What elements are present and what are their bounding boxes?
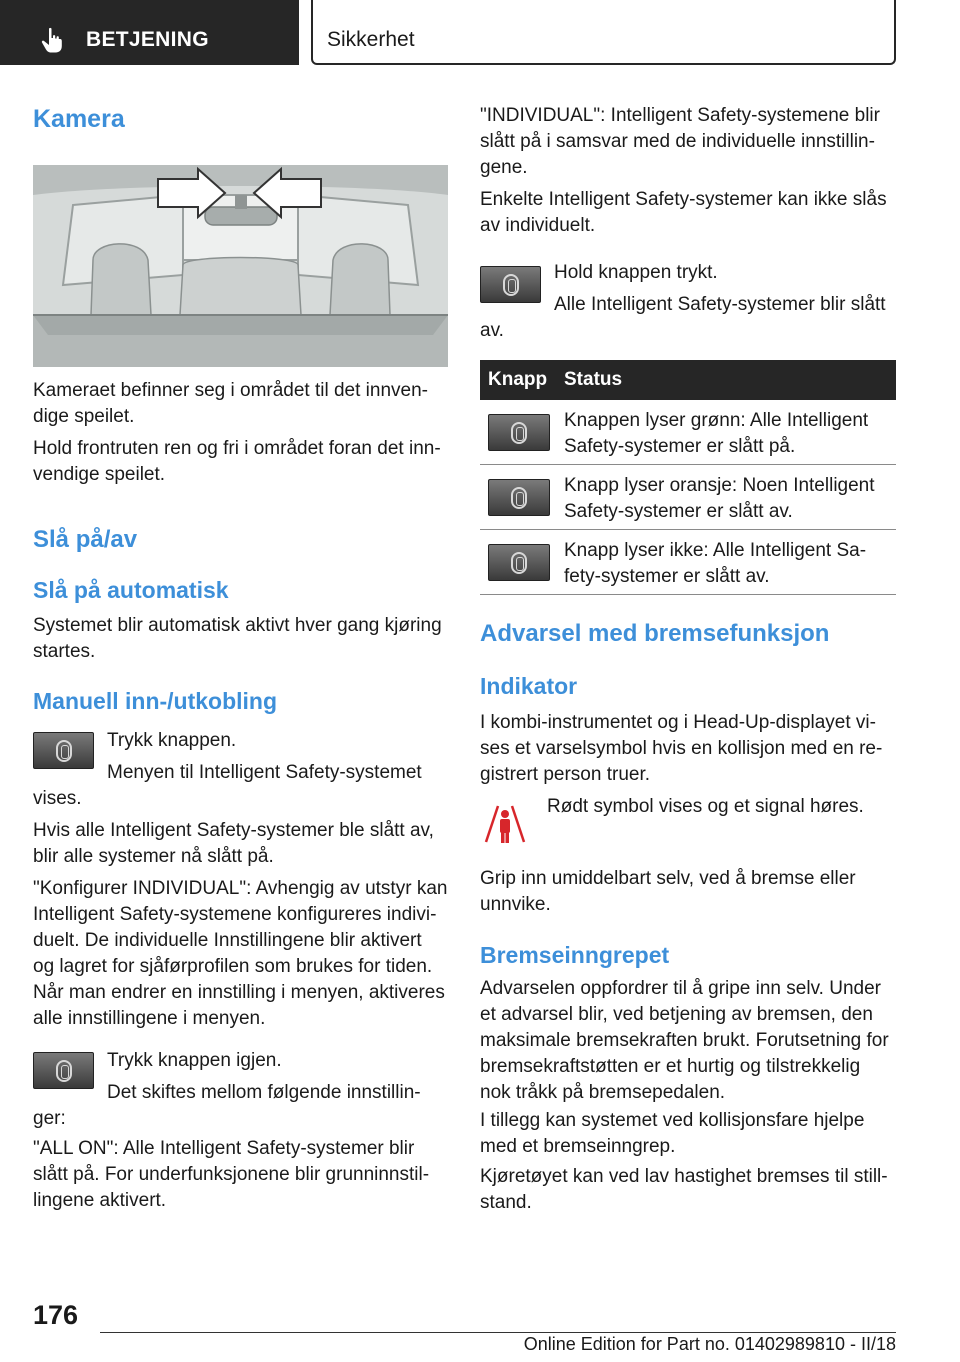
table-row bbox=[480, 530, 896, 595]
auto-paragraph: Systemet blir automatisk aktivt hver gang kjøring startes. bbox=[33, 615, 442, 662]
pedestrian-warning-icon bbox=[480, 802, 530, 846]
hold-instruction: Hold knappen trykt. bbox=[554, 262, 718, 283]
warning-heading: Advarsel med bremsefunksjon bbox=[480, 620, 830, 647]
hold-result-text: Alle Intelligent Safety-systemer blir slått av. bbox=[480, 294, 886, 341]
header-section-tab bbox=[0, 0, 299, 65]
configure-paragraph: "Konfigurer INDIVIDUAL": Avhengig av utstyr kan Intelligent Safety-systemene konfigureres indivi-duelt. De individuelle Innstillingene blir aktivert og lagret for sjåførprofilen som brukes for tiden. Når man endrer en innstilling i menyen, aktiveres alle innstillingene i menyen. bbox=[33, 878, 448, 1029]
brake-paragraph-1: Advarselen oppfordrer til å gripe inn selv. Under et advarsel blir, ved betjening av bremsen, den maksimale bremsekraften brukt. Forutsetning for bremsekraftstøtten er et hurtig og tilstrekkelig nok tråkk på bremsepedalen. bbox=[480, 978, 889, 1103]
intelligent-safety-icon bbox=[56, 1060, 72, 1082]
onoff-heading: Slå på/av bbox=[33, 526, 138, 553]
step2-result bbox=[33, 1080, 448, 1132]
auto-heading: Slå på automatisk bbox=[33, 577, 229, 603]
step1-instruction: Trykk knappen. bbox=[107, 730, 237, 751]
table-header bbox=[480, 360, 896, 400]
step1-result-text: Menyen til Intelligent Safety-systemet vises. bbox=[33, 762, 422, 809]
brake-paragraph-3: Kjøretøyet kan ved lav hastighet bremses til still-stand. bbox=[480, 1166, 888, 1213]
intelligent-safety-icon bbox=[56, 740, 72, 762]
individual-paragraph: "INDIVIDUAL": Intelligent Safety-systemene blir slått på i samsvar med de individuelle innstillin-gene. bbox=[480, 105, 880, 178]
status-text: Knappen lyser grønn: Alle Intelligent Safety-systemer er slått på. bbox=[564, 410, 869, 457]
intelligent-safety-icon bbox=[511, 487, 527, 509]
step2-instruction: Trykk knappen igjen. bbox=[107, 1050, 282, 1071]
step2-result-text: Det skiftes mellom følgende innstillin-ger: bbox=[33, 1082, 421, 1129]
red-symbol-text: Rødt symbol vises og et signal høres. bbox=[547, 796, 864, 817]
footer-divider bbox=[100, 1332, 896, 1333]
camera-heading: Kamera bbox=[33, 105, 125, 133]
allon-paragraph: "ALL ON": Alle Intelligent Safety-systemer blir slått på. For underfunksjonene blir grunninnstil-lingene aktivert. bbox=[33, 1138, 430, 1211]
indicator-heading: Indikator bbox=[480, 673, 578, 699]
page-number: 176 bbox=[33, 1300, 79, 1330]
safety-button-off bbox=[488, 544, 550, 581]
table-row bbox=[480, 400, 896, 465]
chapter-label: Sikkerhet bbox=[327, 28, 415, 51]
all-off-paragraph: Hvis alle Intelligent Safety-systemer ble slått av, blir alle systemer nå slått på. bbox=[33, 820, 434, 867]
intelligent-safety-icon bbox=[511, 422, 527, 444]
camera-paragraph-1: Kameraet befinner seg i området til det innven-dige speilet. bbox=[33, 380, 428, 427]
brake-heading: Bremseinngrepet bbox=[480, 942, 670, 968]
section-label: BETJENING bbox=[86, 28, 209, 51]
button-status-table bbox=[480, 360, 896, 595]
indicator-paragraph: I kombi-instrumentet og i Head-Up-displayet vi-ses et varselsymbol hvis en kollisjon med en re-gistrert person truer. bbox=[480, 712, 883, 785]
car-interior-illustration bbox=[33, 165, 448, 367]
brake-paragraph-2: I tillegg kan systemet ved kollisjonsfare hjelpe med et bremseinngrep. bbox=[480, 1110, 865, 1157]
header-chapter-tab bbox=[311, 0, 896, 65]
intelligent-safety-icon bbox=[511, 552, 527, 574]
camera-photo bbox=[33, 165, 448, 367]
col-header-status: Status bbox=[564, 369, 623, 390]
col-header-button: Knapp bbox=[488, 369, 548, 390]
edition-text: Online Edition for Part no. 01402989810 - II/18 bbox=[523, 1334, 896, 1354]
safety-button-orange bbox=[488, 479, 550, 516]
step1-result bbox=[33, 760, 448, 812]
safety-button-green bbox=[488, 414, 550, 451]
manual-heading: Manuell inn-/utkobling bbox=[33, 688, 278, 714]
status-text: Knapp lyser ikke: Alle Intelligent Sa-fety-systemer er slått av. bbox=[564, 540, 867, 587]
some-systems-paragraph: Enkelte Intelligent Safety-systemer kan ikke slås av individuelt. bbox=[480, 189, 887, 236]
camera-paragraph-2: Hold frontruten ren og fri i området foran det inn-vendige speilet. bbox=[33, 438, 441, 485]
grip-paragraph: Grip inn umiddelbart selv, ved å bremse eller unnvike. bbox=[480, 868, 856, 915]
hold-result bbox=[480, 292, 896, 344]
status-text: Knapp lyser oransje: Noen Intelligent Safety-systemer er slått av. bbox=[564, 475, 875, 522]
table-row bbox=[480, 465, 896, 530]
hand-pointer-icon bbox=[40, 27, 64, 53]
